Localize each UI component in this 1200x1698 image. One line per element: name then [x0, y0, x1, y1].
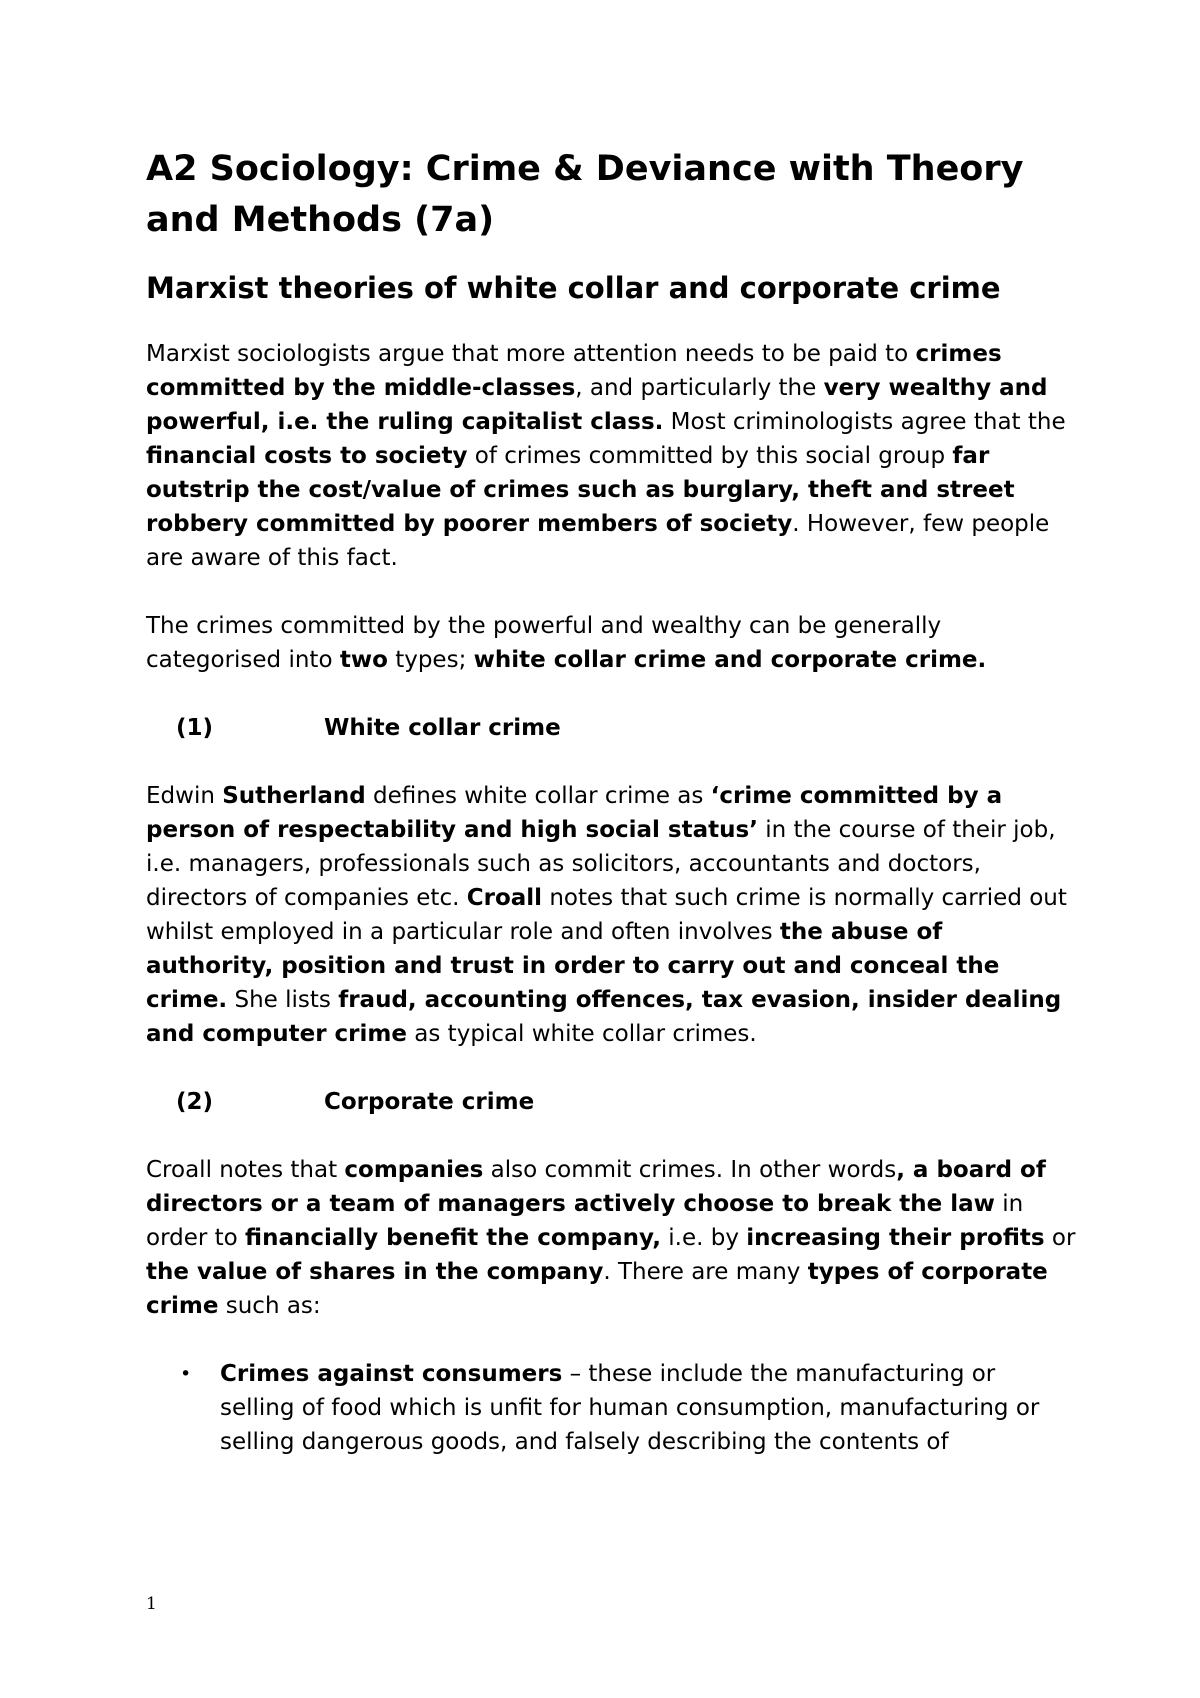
- document-body: [146, 144, 1076, 1459]
- text-run: . There are many: [603, 1259, 808, 1285]
- text-run: She lists: [227, 987, 339, 1013]
- text-run: in order to: [146, 1191, 1024, 1251]
- paragraph-types: [146, 609, 1076, 677]
- bold-run: fraud, accounting offences, tax evasion, insider dealing and computer crime: [146, 987, 1062, 1047]
- text-run: in the course of their job, i.e. managers, professionals such as solicitors, accountants and doctors, directors of companies etc.: [146, 817, 1056, 911]
- section-heading-corporate: [146, 1085, 1076, 1119]
- text-run: or: [1044, 1225, 1076, 1251]
- section-title: Corporate crime: [324, 1089, 535, 1115]
- section-number: (2): [176, 1089, 214, 1115]
- bold-run: Sutherland: [222, 783, 366, 809]
- bold-run: white collar crime and corporate crime.: [473, 647, 987, 673]
- paragraph-corporate: [146, 1153, 1076, 1323]
- page-number: 1: [146, 1594, 157, 1614]
- bold-run: crimes committed by the middle-classes: [146, 341, 1002, 401]
- section-title: White collar crime: [324, 715, 561, 741]
- bold-run: far outstrip the cost/value of crimes such as burglary, theft and street robbery committed by poorer members of society: [146, 443, 1015, 537]
- bold-run: financially benefit the company,: [245, 1225, 661, 1251]
- bullet-icon: •: [180, 1363, 192, 1385]
- text-run: of crimes committed by this social group: [467, 443, 953, 469]
- bold-run: types of corporate crime: [146, 1259, 1048, 1319]
- text-run: . However, few people are aware of this fact.: [146, 511, 1050, 571]
- bold-run: very wealthy and powerful, i.e. the ruling capitalist class.: [146, 375, 1048, 435]
- text-run: defines white collar crime as: [365, 783, 711, 809]
- text-run: Edwin: [146, 783, 223, 809]
- bold-run: financial costs to society: [146, 443, 468, 469]
- text-run: notes that such crime is normally carried out whilst employed in a particular role and often involves: [146, 885, 1067, 945]
- bold-run: , a board of directors or a team of managers actively choose to break the law: [146, 1157, 1046, 1217]
- text-run: also commit crimes. In other words: [483, 1157, 897, 1183]
- text-run: – these include the manufacturing or selling of food which is unfit for human consumption, manufacturing or selling dangerous goods, and falsely describing the contents of: [220, 1361, 1040, 1455]
- bold-run: Croall: [466, 885, 543, 911]
- paragraph-white-collar: [146, 779, 1076, 1051]
- bold-run: ‘crime committed by a person of respectability and high social status’: [146, 783, 1003, 843]
- text-run: Marxist sociologists argue that more attention needs to be paid to: [146, 341, 916, 367]
- text-run: Most criminologists agree that the: [663, 409, 1066, 435]
- document-subtitle: Marxist theories of white collar and corporate crime: [146, 271, 1001, 305]
- paragraph-intro: [146, 337, 1076, 575]
- section-heading-white-collar: [146, 711, 1076, 745]
- text-run: as typical white collar crimes.: [406, 1021, 757, 1047]
- text-run: types;: [387, 647, 474, 673]
- document-title: A2 Sociology: Crime & Deviance with Theory and Methods (7a): [146, 149, 1024, 240]
- bullet-list: [146, 1357, 1076, 1459]
- bold-run: increasing their profits: [746, 1225, 1045, 1251]
- bold-run: Crimes against consumers: [220, 1361, 563, 1387]
- text-run: The crimes committed by the powerful and wealthy can be generally categorised into: [146, 613, 942, 673]
- bold-run: companies: [344, 1157, 484, 1183]
- list-item: [146, 1357, 1076, 1459]
- text-run: , and particularly the: [575, 375, 824, 401]
- bold-run: the value of shares in the company: [146, 1259, 604, 1285]
- text-run: such as:: [218, 1293, 321, 1319]
- text-run: Croall notes that: [146, 1157, 345, 1183]
- text-run: i.e. by: [660, 1225, 747, 1251]
- bold-run: the abuse of authority, position and trust in order to carry out and conceal the crime.: [146, 919, 1000, 1013]
- bold-run: two: [339, 647, 388, 673]
- section-number: (1): [176, 715, 214, 741]
